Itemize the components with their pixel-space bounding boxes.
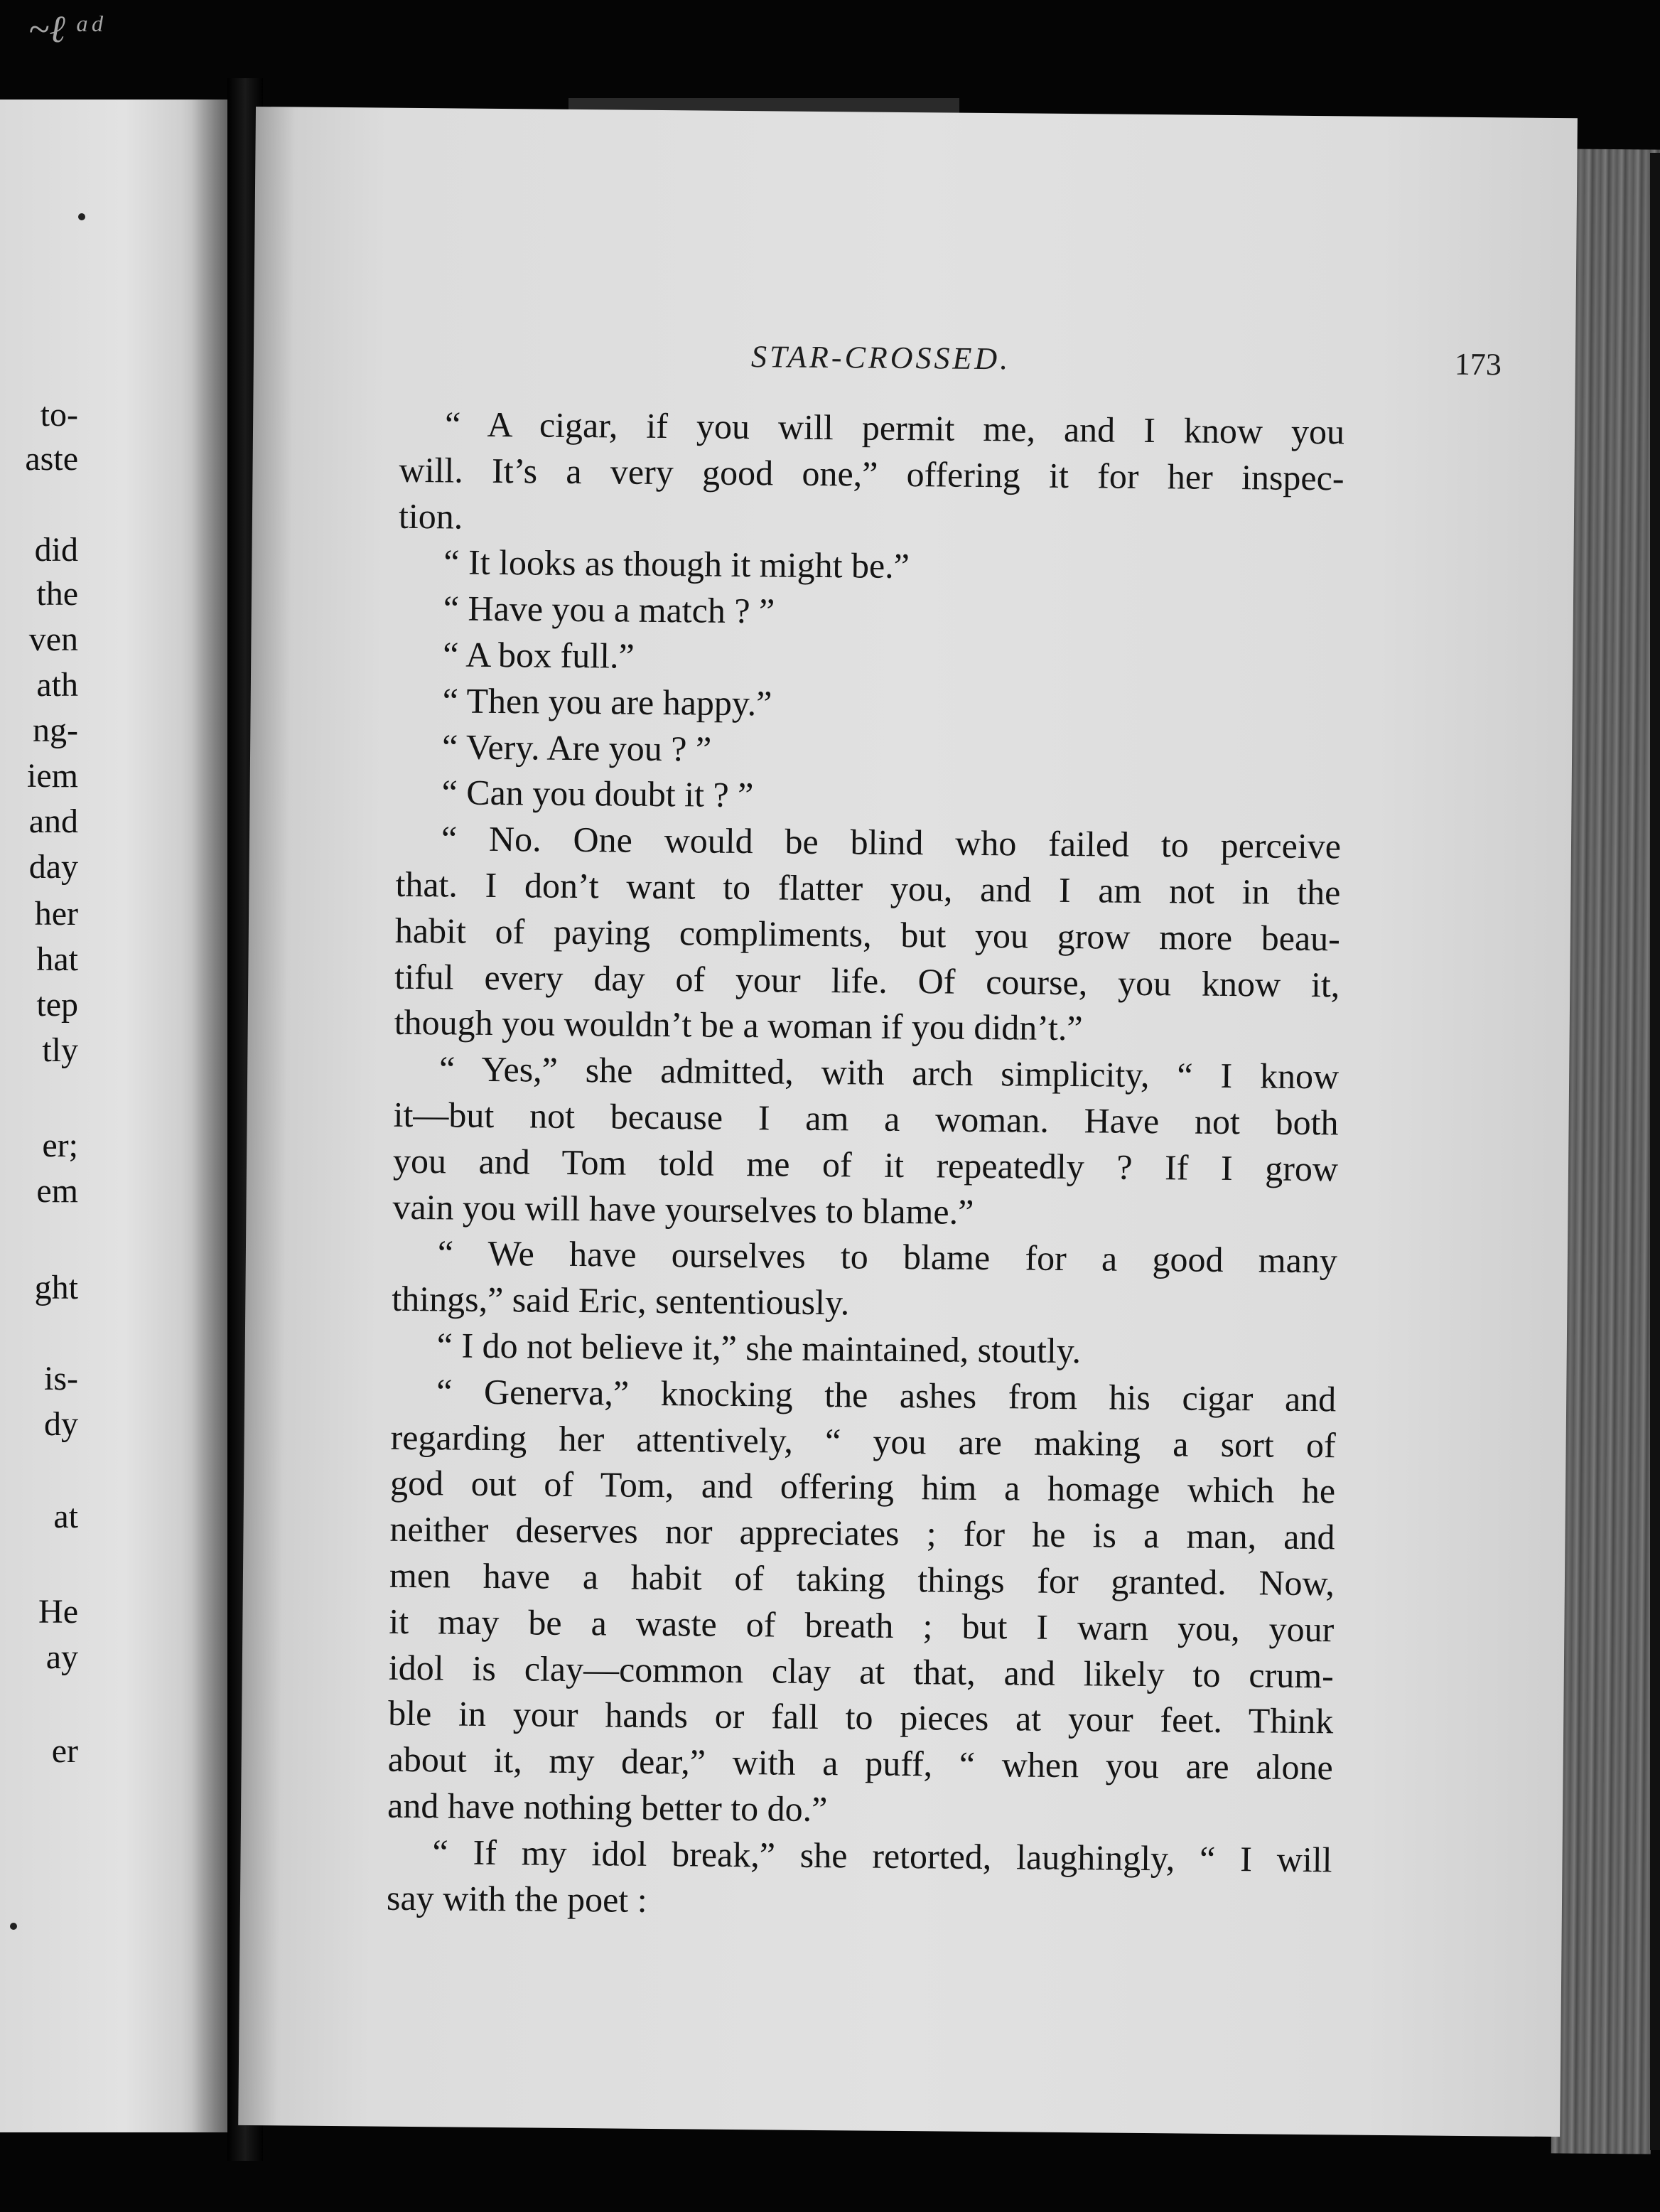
- left-page-fragment: day: [28, 848, 78, 886]
- text-line: tiful every day of your life. Of course, you know it,: [394, 956, 1340, 1004]
- left-page-fragment: is-: [44, 1360, 78, 1397]
- text-line: things,” said Eric, sententiously.: [392, 1278, 850, 1323]
- left-page-fragment: hat: [36, 940, 78, 978]
- text-line: ble in your hands or fall to pieces at your feet. Think: [388, 1693, 1334, 1741]
- text-line: vain you will have yourselves to blame.”: [392, 1186, 974, 1232]
- text-line: “ A cigar, if you will permit me, and I know you: [444, 404, 1345, 452]
- text-line: “ Yes,” she admitted, with arch simplicity, “ I know: [438, 1048, 1340, 1097]
- text-line: “ Have you a match ? ”: [443, 588, 775, 631]
- text-line: “ Very. Are you ? ”: [441, 726, 712, 769]
- left-page-fragment: ven: [28, 621, 78, 658]
- text-line: you and Tom told me of it repeatedly ? If I grow: [392, 1140, 1339, 1189]
- left-page-fragment: at: [53, 1498, 78, 1535]
- left-page-fragment: er;: [42, 1127, 78, 1164]
- left-page-fragment: ath: [36, 666, 78, 704]
- text-line: “ Generva,” knocking the ashes from his cigar and: [436, 1371, 1337, 1419]
- left-page-fragment: to-: [40, 396, 78, 434]
- page-number: 173: [1454, 346, 1502, 382]
- text-line: god out of Tom, and offering him a homage which he: [389, 1463, 1336, 1511]
- text-line: it—but not because I am a woman. Have not both: [393, 1094, 1339, 1143]
- left-page-fragment: He: [38, 1593, 78, 1631]
- text-line: “ A box full.”: [443, 634, 635, 676]
- text-line: “ No. One would be blind who failed to perceive: [441, 818, 1342, 866]
- left-page-fragment: em: [36, 1172, 78, 1210]
- text-line: it may be a waste of breath ; but I warn you, your: [389, 1601, 1335, 1650]
- left-page-fragment: the: [36, 575, 78, 613]
- left-page-fragment: tep: [36, 986, 78, 1024]
- text-line: men have a habit of taking things for granted. Now,: [389, 1555, 1335, 1604]
- left-page-fragment: er: [51, 1732, 78, 1770]
- right-book-page: [238, 107, 1578, 2137]
- left-facing-page: [0, 100, 227, 2132]
- text-line: tion.: [398, 495, 463, 537]
- text-line: say with the poet :: [386, 1877, 647, 1920]
- handwritten-scribble: ~ℓ ᵃᵈ: [28, 8, 102, 50]
- text-line: will. It’s a very good one,” offering it for her inspec-: [399, 449, 1344, 498]
- running-head: STAR-CROSSED.: [750, 339, 1011, 377]
- left-page-fragment: iem: [27, 757, 78, 795]
- left-page-fragment: did: [34, 531, 78, 569]
- left-page-fragment: aste: [25, 440, 78, 478]
- left-page-fragment: dy: [44, 1405, 78, 1443]
- left-page-fragment: ay: [45, 1638, 78, 1676]
- text-line: and have nothing better to do.”: [387, 1785, 828, 1830]
- left-page-gutter-shadow: [192, 100, 227, 2132]
- left-page-fragment: and: [28, 802, 78, 840]
- text-line: about it, my dear,” with a puff, “ when you are alone: [387, 1739, 1333, 1788]
- left-page-speck: [78, 213, 85, 220]
- left-page-fragment: tly: [42, 1031, 78, 1069]
- text-line: neither deserves nor appreciates ; for he is a man, and: [389, 1508, 1335, 1557]
- text-line: “ Then you are happy.”: [442, 680, 772, 724]
- text-line: that. I don’t want to flatter you, and I am not in the: [395, 864, 1341, 913]
- text-line: regarding her attentively, “ you are making a sort of: [390, 1417, 1336, 1465]
- text-line: though you wouldn’t be a woman if you didn’t.”: [394, 1002, 1083, 1048]
- text-line: “ It looks as though it might be.”: [443, 542, 910, 586]
- text-line: habit of paying compliments, but you grow more beau-: [394, 910, 1341, 959]
- left-page-fragment: ght: [34, 1269, 78, 1306]
- left-page-fragment: ng-: [33, 712, 78, 749]
- page-body-text: [387, 401, 1345, 1929]
- text-line: “ We have ourselves to blame for a good many: [437, 1233, 1338, 1281]
- left-page-speck: [10, 1923, 17, 1930]
- text-line: idol is clay—common clay at that, and likely to crum-: [388, 1647, 1335, 1695]
- text-line: “ If my idol break,” she retorted, laughingly, “ I will: [432, 1831, 1332, 1880]
- text-line: “ Can you doubt it ? ”: [441, 772, 754, 815]
- text-line: “ I do not believe it,” she maintained, stoutly.: [436, 1325, 1082, 1371]
- page-stack-outer-edge: [1650, 153, 1660, 2150]
- left-page-fragment: her: [34, 895, 78, 933]
